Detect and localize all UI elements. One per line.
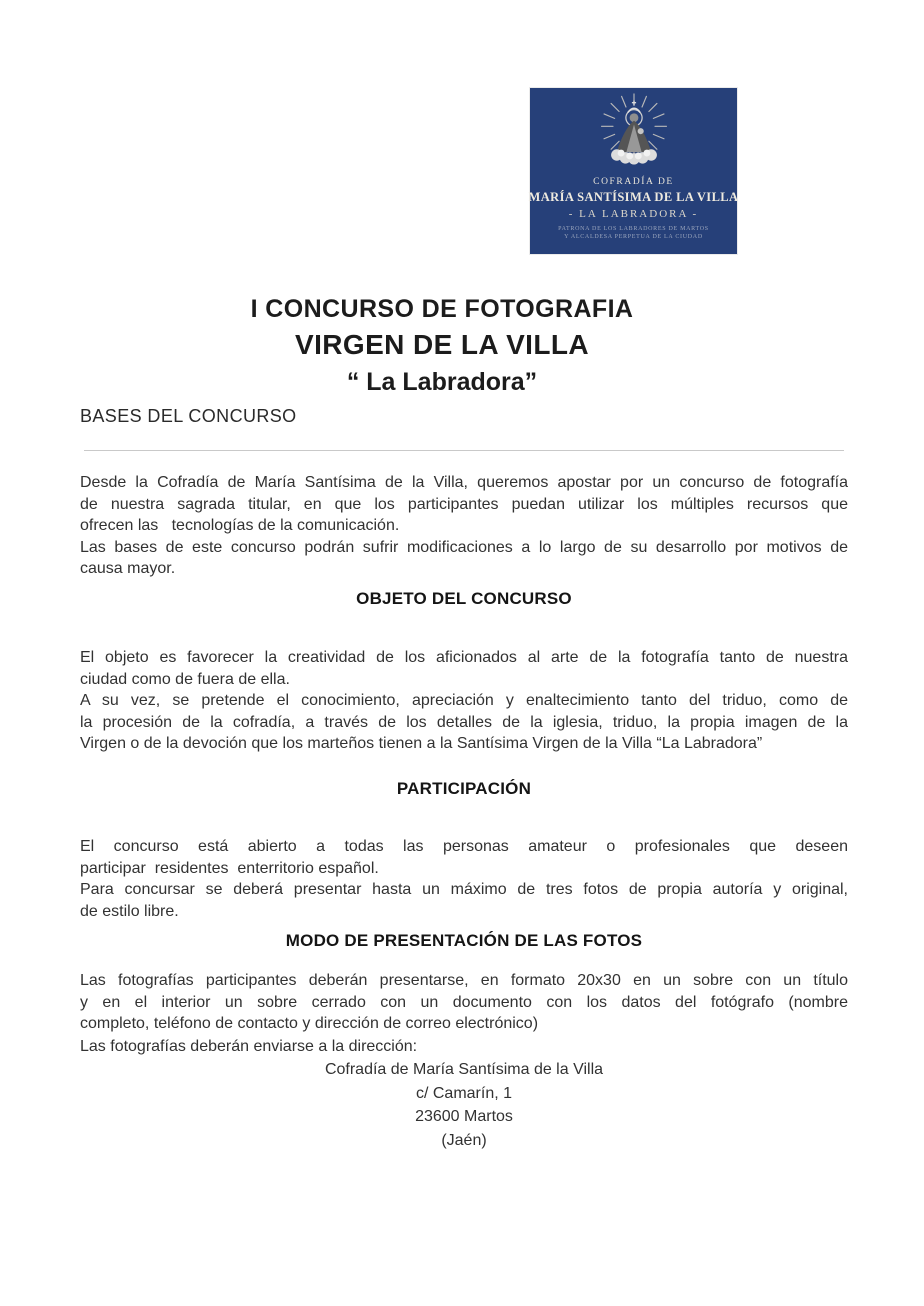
section-heading-participacion: PARTICIPACIÓN xyxy=(396,779,532,798)
address-line: 23600 Martos xyxy=(415,1108,513,1126)
divider xyxy=(84,450,844,451)
paragraph xyxy=(80,537,848,580)
section-objeto-body xyxy=(80,647,848,755)
section-heading-modo: MODO DE PRESENTACIÓN DE LAS FOTOS xyxy=(285,931,643,950)
paragraph xyxy=(80,472,848,537)
org-name-line2: MARÍA SANTÍSIMA DE LA VILLA xyxy=(528,190,739,204)
text-line: Las fotografías deberán enviarse a la dirección: xyxy=(80,1038,418,1055)
text-line: El concurso está abierto a todas las personas amateur o profesionales que deseen xyxy=(80,838,848,855)
mailing-address xyxy=(80,1058,848,1152)
text-line: y en el interior un sobre cerrado con un documento con los datos del fotógrafo (nombre xyxy=(80,993,848,1011)
virgin-statue-icon xyxy=(576,92,692,176)
contest-title-line1: I CONCURSO DE FOTOGRAFIA xyxy=(250,295,634,323)
text-line: la procesión de la cofradía, a través de los detalles de la iglesia, triduo, la propia imagen de la xyxy=(80,713,848,731)
text-line: de estilo libre. xyxy=(80,902,179,920)
text-line: completo, teléfono de contacto y dirección de correo electrónico) xyxy=(80,1015,539,1033)
text-line: El objeto es favorecer la creatividad de los aficionados al arte de la fotografía tanto de nuestra xyxy=(80,649,848,666)
text-line: causa mayor. xyxy=(80,560,176,578)
paragraph xyxy=(80,970,848,1035)
section-modo-body xyxy=(80,970,848,1035)
paragraph xyxy=(80,690,848,755)
org-name-line3: - LA LABRADORA - xyxy=(568,208,699,220)
contest-title-line2: VIRGEN DE LA VILLA xyxy=(295,329,589,360)
address-line: Cofradía de María Santísima de la Villa xyxy=(324,1061,604,1078)
text-line: Para concursar se deberá presentar hasta un máximo de tres fotos de propia autoría y original, xyxy=(80,881,848,899)
section-participacion-body xyxy=(80,836,848,922)
address-line: c/ Camarín, 1 xyxy=(415,1084,513,1102)
paragraph xyxy=(80,647,848,690)
address-line: (Jaén) xyxy=(441,1131,487,1149)
cofradia-logo xyxy=(530,88,737,254)
org-name-line1: COFRADÍA DE xyxy=(593,177,674,187)
text-line: Desde la Cofradía de María Santísima de la Villa, queremos apostar por un concurso de fotografía xyxy=(80,474,848,491)
paragraph xyxy=(80,879,848,922)
text-line: ciudad como de fuera de ella. xyxy=(80,670,290,688)
bases-heading: BASES DEL CONCURSO xyxy=(80,406,297,426)
mailing-intro-line xyxy=(80,1036,848,1058)
text-line: Las bases de este concurso podrán sufrir modificaciones a lo largo de su desarrollo por motivos de xyxy=(80,538,848,556)
text-line: participar residentes enterritorio español. xyxy=(80,859,379,877)
intro-block xyxy=(80,472,848,580)
text-line: Las fotografías participantes deberán presentarse, en formato 20x30 en un sobre con un título xyxy=(80,972,848,989)
org-motto-line1: PATRONA DE LOS LABRADORES DE MARTOS xyxy=(558,226,709,232)
section-heading-objeto: OBJETO DEL CONCURSO xyxy=(356,589,572,608)
paragraph xyxy=(80,1036,848,1058)
text-line: de nuestra sagrada titular, en que los participantes puedan utilizar los múltiples recursos que xyxy=(80,495,848,513)
contest-title-block xyxy=(0,292,884,400)
text-line: ofrecen las tecnologías de la comunicación. xyxy=(80,517,400,535)
contest-title-line3: “ La Labradora” xyxy=(346,368,538,396)
org-motto-line2: Y ALCALDESA PERPETUA DE LA CIUDAD xyxy=(564,234,703,240)
paragraph xyxy=(80,836,848,879)
text-line: A su vez, se pretende el conocimiento, apreciación y enaltecimiento tanto del triduo, como de xyxy=(80,692,848,710)
text-line: Virgen o de la devoción que los marteños tienen a la Santísima Virgen de la Villa “La Labradora” xyxy=(80,735,763,753)
